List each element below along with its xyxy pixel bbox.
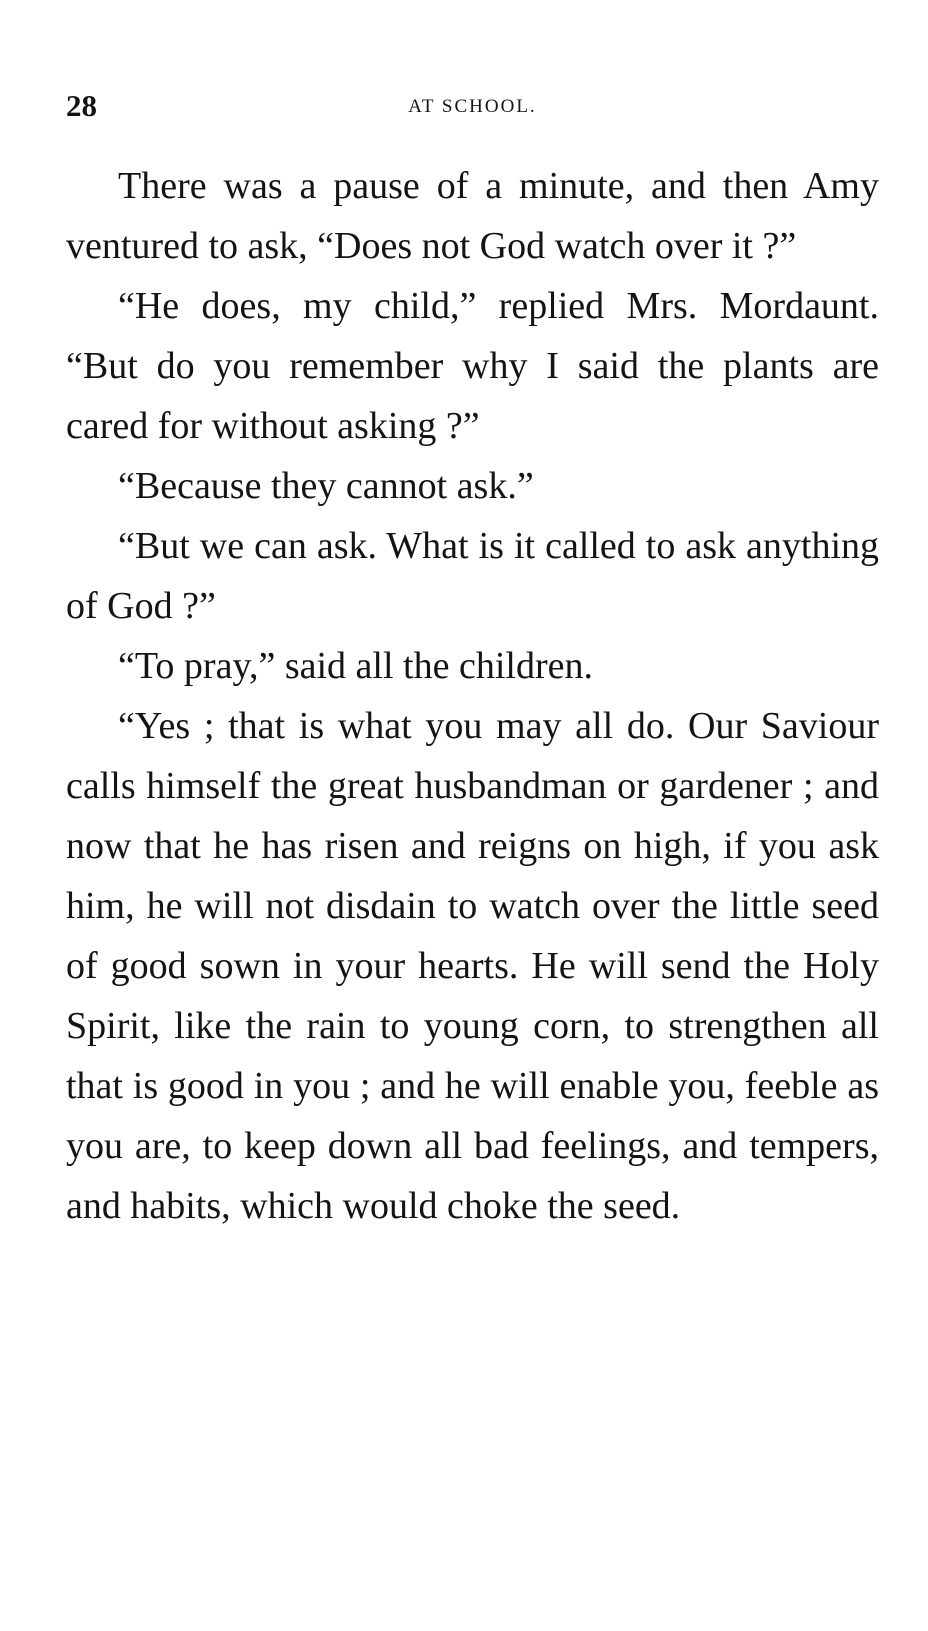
paragraph: “To pray,” said all the children. [118, 645, 593, 687]
paragraph: “But we can ask. What is it called to ask anything of God ?” [66, 525, 879, 627]
body-text [66, 156, 879, 1236]
paragraph: There was a pause of a minute, and then Amy ventured to ask, “Does not God watch over it ?” [66, 165, 879, 267]
paragraph: “Because they cannot ask.” [118, 465, 534, 507]
page-number: 28 [66, 88, 97, 123]
paragraph: “Yes ; that is what you may all do. Our Saviour calls himself the great husbandman or gardener ; and now that he has risen and reigns on high, if you ask him, he will not disdain to watch over the little seed of good sown in your hearts. He will send the Holy Spirit, like the rain to young corn, to strengthen all that is good in you ; and he will enable you, feeble as you are, to keep down all bad feelings, and tempers, and habits, which would choke the seed. [66, 705, 879, 1227]
running-title: AT SCHOOL. [408, 96, 537, 117]
paragraph: “He does, my child,” replied Mrs. Mordaunt. “But do you remember why I said the plants are cared for without asking ?” [66, 285, 879, 447]
running-head [66, 88, 879, 128]
